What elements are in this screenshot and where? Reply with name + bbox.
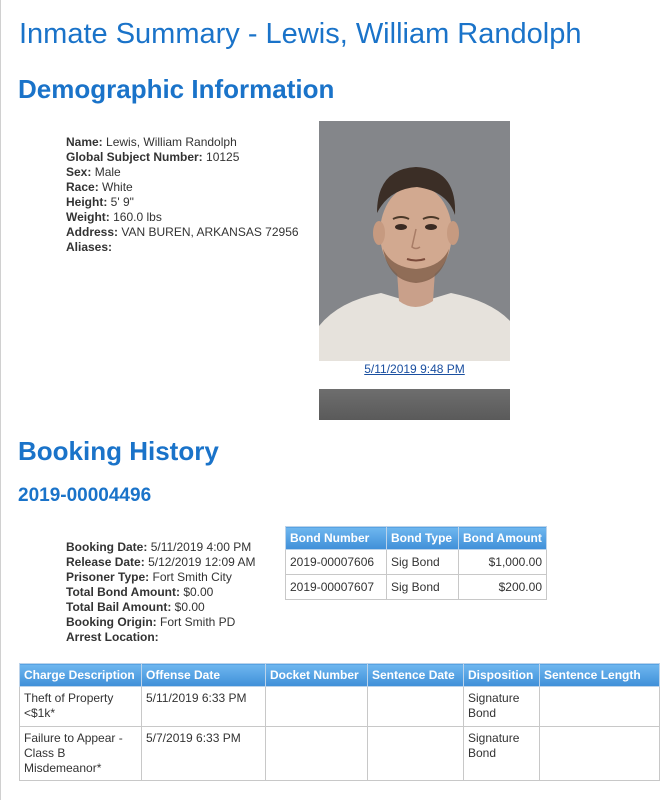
booking-fields [66, 540, 255, 645]
bond-row [286, 550, 547, 575]
bond-type-header[interactable]: Bond Type [387, 527, 459, 550]
disposition-header[interactable]: Disposition [464, 664, 540, 687]
field-address: Address: VAN BUREN, ARKANSAS 72956 [66, 225, 299, 239]
bond-number-header[interactable]: Bond Number [286, 527, 387, 550]
field-aliases: Aliases: [66, 240, 113, 254]
bond-type-cell: Sig Bond [387, 550, 459, 575]
field-release-date: Release Date: 5/12/2019 12:09 AM [66, 555, 256, 569]
charge-row [20, 727, 660, 781]
bond-table-header [286, 527, 547, 550]
mugshot-photo-secondary[interactable] [319, 389, 510, 420]
sentence-length-cell [540, 687, 660, 727]
sentence-length-cell [540, 727, 660, 781]
charges-table [19, 663, 660, 781]
field-name: Name: Lewis, William Randolph [66, 135, 237, 149]
docket-number-header[interactable]: Docket Number [266, 664, 368, 687]
charges-table-header [20, 664, 660, 687]
field-height: Height: 5' 9" [66, 195, 134, 209]
charges-table-container[interactable] [19, 663, 641, 800]
field-booking-origin: Booking Origin: Fort Smith PD [66, 615, 236, 629]
field-weight: Weight: 160.0 lbs [66, 210, 162, 224]
bond-table [285, 526, 547, 600]
mugshot-photo[interactable] [319, 121, 510, 361]
field-race: Race: White [66, 180, 133, 194]
disposition-cell: Signature Bond [464, 687, 540, 727]
bond-amount-cell: $1,000.00 [459, 550, 547, 575]
bond-number-cell: 2019-00007607 [286, 575, 387, 600]
field-booking-date: Booking Date: 5/11/2019 4:00 PM [66, 540, 252, 554]
page-left-border [0, 0, 1, 800]
sentence-date-cell [368, 687, 464, 727]
field-arrest-location: Arrest Location: [66, 630, 159, 644]
field-total-bond-amount: Total Bond Amount: $0.00 [66, 585, 214, 599]
offense-date-header[interactable]: Offense Date [142, 664, 266, 687]
sentence-length-header[interactable]: Sentence Length [540, 664, 660, 687]
bond-number-cell: 2019-00007606 [286, 550, 387, 575]
sentence-date-cell [368, 727, 464, 781]
charge-description-header[interactable]: Charge Description [20, 664, 142, 687]
demographic-heading: Demographic Information [18, 74, 335, 104]
booking-history-heading: Booking History [18, 436, 219, 466]
offense-date-cell: 5/11/2019 6:33 PM [142, 687, 266, 727]
bond-amount-header[interactable]: Bond Amount [459, 527, 547, 550]
field-total-bail-amount: Total Bail Amount: $0.00 [66, 600, 205, 614]
booking-number: 2019-00004496 [18, 485, 152, 506]
sentence-date-header[interactable]: Sentence Date [368, 664, 464, 687]
bond-row [286, 575, 547, 600]
charge-description-cell: Theft of Property <$1k* [20, 687, 142, 727]
docket-number-cell [266, 687, 368, 727]
photo-date-link[interactable]: 5/11/2019 9:48 PM [364, 362, 465, 376]
page-title: Inmate Summary - Lewis, William Randolph [19, 18, 582, 50]
demographic-fields [66, 135, 299, 255]
field-global-subject-number: Global Subject Number: 10125 [66, 150, 240, 164]
bond-amount-cell: $200.00 [459, 575, 547, 600]
docket-number-cell [266, 727, 368, 781]
bond-type-cell: Sig Bond [387, 575, 459, 600]
disposition-cell: Signature Bond [464, 727, 540, 781]
offense-date-cell: 5/7/2019 6:33 PM [142, 727, 266, 781]
field-prisoner-type: Prisoner Type: Fort Smith City [66, 570, 232, 584]
field-sex: Sex: Male [66, 165, 121, 179]
charge-row [20, 687, 660, 727]
charge-description-cell: Failure to Appear - Class B Misdemeanor* [20, 727, 142, 781]
